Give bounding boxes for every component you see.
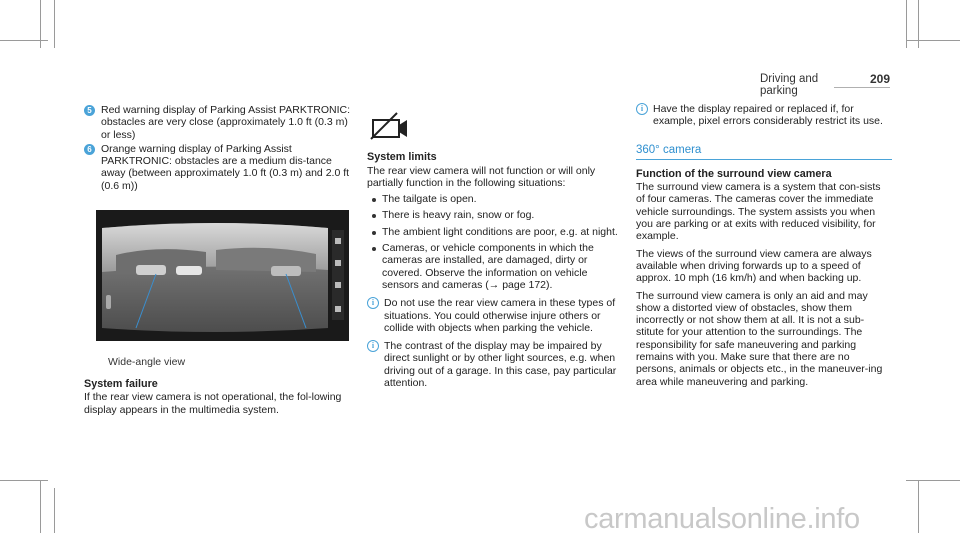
system-limits-heading: System limits bbox=[367, 151, 437, 164]
column-middle bbox=[367, 107, 619, 389]
page-header bbox=[760, 72, 890, 97]
camera-view-illustration bbox=[96, 210, 349, 341]
camera-off-icon bbox=[369, 112, 619, 143]
page-number: 209 bbox=[869, 72, 890, 86]
list-item-text: Red warning display of Parking Assist PARKTRONIC: obstacles are very close (approximately 1.0 ft (0.3 m) or less) bbox=[101, 104, 350, 141]
system-limits-intro: The rear view camera will not function or will only partially function in the following situations: bbox=[367, 164, 596, 189]
crop-mark bbox=[906, 40, 960, 41]
function-heading: Function of the surround view camera bbox=[636, 167, 832, 180]
info-icon: i bbox=[636, 103, 648, 115]
system-failure-heading: System failure bbox=[84, 378, 158, 390]
info-note-text: Have the display repaired or replaced if, for example, pixel errors considerably restrict its use. bbox=[653, 103, 883, 128]
section-name: Driving and parking bbox=[760, 73, 819, 97]
crop-mark bbox=[54, 488, 55, 533]
number-badge: 6 bbox=[84, 144, 95, 155]
list-item bbox=[84, 104, 354, 141]
system-failure-text: If the rear view camera is not operational, the fol-lowing display appears in the multimedia system. bbox=[84, 391, 342, 416]
wide-angle-camera-image bbox=[96, 210, 349, 341]
info-note bbox=[367, 340, 619, 389]
column-right bbox=[636, 103, 892, 388]
number-badge: 5 bbox=[84, 105, 95, 116]
crop-mark bbox=[54, 0, 55, 48]
info-note bbox=[636, 103, 892, 128]
figure-caption: Wide-angle view bbox=[108, 356, 186, 368]
watermark: carmanualsonline.info bbox=[584, 503, 860, 535]
info-note bbox=[367, 297, 619, 334]
paragraph: The views of the surround view camera are always available when driving forwards up to a speed of approx. 10 mph (16 km/h) and when backing up. bbox=[636, 247, 872, 285]
crop-mark bbox=[906, 480, 960, 481]
bullet-item: There is heavy rain, snow or fog. bbox=[367, 209, 619, 221]
list-item-text: Orange warning display of Parking Assist PARKTRONIC: obstacles are a medium dis-tance away (between approximately 1.0 ft (0.3 m) and 2.0 ft (0.6 m)) bbox=[101, 142, 350, 192]
info-note-text: Do not use the rear view camera in these types of situations. You could otherwise injure others or collide with objects when parking the vehicle. bbox=[384, 297, 616, 334]
section-title: 360° camera bbox=[636, 144, 892, 160]
info-icon: i bbox=[367, 340, 379, 352]
info-icon: i bbox=[367, 297, 379, 309]
info-note-text: The contrast of the display may be impaired by direct sunlight or by other light sources, e.g. when driving out of a garage. In this case, pay particular attention. bbox=[384, 340, 617, 390]
column-left bbox=[84, 104, 354, 194]
paragraph: The surround view camera is only an aid and may show a distorted view of obstacles, show them incorrectly or not show them at all. It is not a sub-stitute for your attention to the surroundings. The responsibility for safe maneuvering and parking remains with you. Make sure that there are no persons, animals or objects etc., in the maneuver-ing area while maneuvering and parking. bbox=[636, 289, 883, 388]
bullet-item: Cameras, or vehicle components in which the cameras are installed, are damaged, dirty or covered. Observe the information on vehicle sensors and cameras (→ page 172). bbox=[367, 242, 619, 291]
crop-mark bbox=[40, 480, 41, 533]
crop-mark bbox=[0, 40, 48, 41]
crop-mark bbox=[918, 480, 919, 533]
system-failure-section bbox=[84, 378, 354, 416]
bullet-item: The ambient light conditions are poor, e.g. at night. bbox=[367, 226, 619, 238]
list-item bbox=[84, 143, 354, 192]
paragraph: The surround view camera is a system that con-sists of four cameras. The cameras cover the immediate vehicle surroundings. The system assists you when you are parking or at exits with reduced visibility, for example. bbox=[636, 181, 881, 243]
header-rule bbox=[834, 87, 890, 88]
bullet-item: The tailgate is open. bbox=[367, 193, 619, 205]
